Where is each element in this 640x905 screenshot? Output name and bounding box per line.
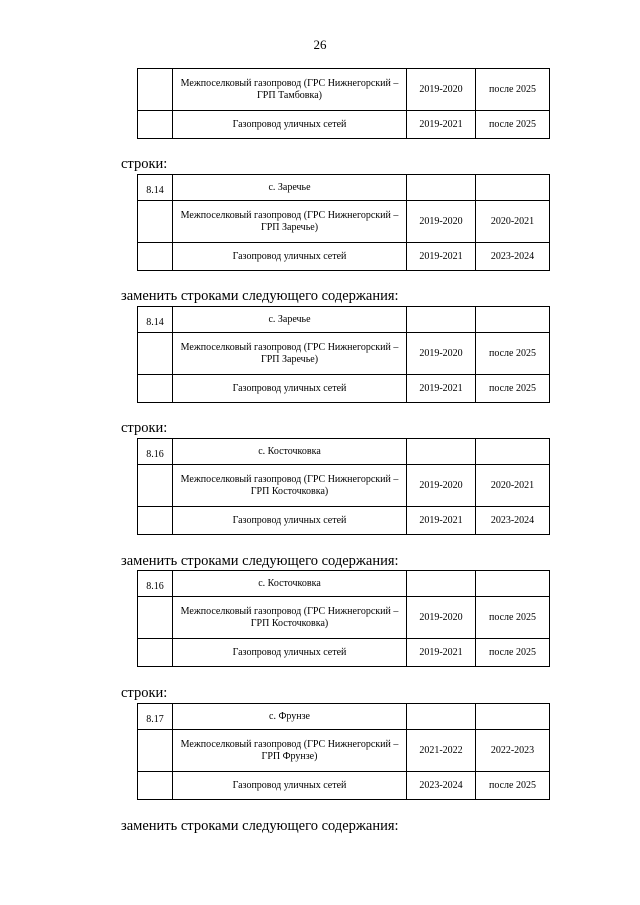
cell-name: с. Заречье [173, 175, 407, 201]
cell-period: 2019-2021 [407, 111, 476, 139]
page-number: 26 [313, 37, 327, 52]
cell-term: после 2025 [476, 772, 550, 800]
table-row [138, 111, 550, 139]
cell-term [476, 571, 550, 597]
table-row [138, 243, 550, 271]
cell-number [138, 333, 173, 375]
top-table [137, 68, 550, 139]
section-intro: заменить строками следующего содержания: [121, 553, 399, 569]
section-table [137, 570, 550, 667]
cell-term: после 2025 [476, 111, 550, 139]
cell-period [407, 704, 476, 730]
section-table [137, 438, 550, 535]
cell-number [138, 465, 173, 507]
cell-name: Газопровод уличных сетей [173, 375, 407, 403]
cell-number [138, 375, 173, 403]
cell-name: Газопровод уличных сетей [173, 507, 407, 535]
cell-term: после 2025 [476, 69, 550, 111]
cell-period [407, 307, 476, 333]
cell-period: 2019-2021 [407, 639, 476, 667]
table-row [138, 375, 550, 403]
cell-term [476, 175, 550, 201]
cell-period [407, 175, 476, 201]
table-row [138, 307, 550, 333]
cell-term: 2023-2024 [476, 507, 550, 535]
table-row [138, 175, 550, 201]
cell-number: 8.14 [138, 307, 173, 333]
cell-number: 8.16 [138, 439, 173, 465]
table-row [138, 571, 550, 597]
section-intro: заменить строками следующего содержания: [121, 288, 399, 304]
cell-number [138, 69, 173, 111]
cell-term [476, 704, 550, 730]
table-row [138, 730, 550, 772]
section-intro: строки: [121, 156, 168, 172]
table-row [138, 507, 550, 535]
cell-term: 2020-2021 [476, 465, 550, 507]
cell-number [138, 111, 173, 139]
section-intro: строки: [121, 420, 168, 436]
cell-term: после 2025 [476, 333, 550, 375]
cell-term: 2020-2021 [476, 201, 550, 243]
table-row [138, 639, 550, 667]
cell-number [138, 243, 173, 271]
section-intro: строки: [121, 685, 168, 701]
table-row [138, 439, 550, 465]
section-table [137, 174, 550, 271]
table-row [138, 465, 550, 507]
table-row [138, 597, 550, 639]
cell-number [138, 772, 173, 800]
cell-number [138, 597, 173, 639]
cell-period: 2019-2020 [407, 69, 476, 111]
cell-number: 8.17 [138, 704, 173, 730]
cell-term: после 2025 [476, 597, 550, 639]
cell-name: с. Косточковка [173, 439, 407, 465]
cell-period: 2021-2022 [407, 730, 476, 772]
cell-number: 8.16 [138, 571, 173, 597]
cell-name: Межпоселковый газопровод (ГРС Нижнегорский – ГРП Фрунзе) [173, 730, 407, 772]
cell-term: после 2025 [476, 375, 550, 403]
closing-text: заменить строками следующего содержания: [121, 818, 399, 834]
section-table [137, 703, 550, 800]
cell-term: после 2025 [476, 639, 550, 667]
cell-name: с. Фрунзе [173, 704, 407, 730]
table-row [138, 772, 550, 800]
cell-period: 2019-2021 [407, 507, 476, 535]
cell-period [407, 571, 476, 597]
cell-name: Межпоселковый газопровод (ГРС Нижнегорский – ГРП Заречье) [173, 201, 407, 243]
cell-name: Газопровод уличных сетей [173, 639, 407, 667]
cell-name: Межпоселковый газопровод (ГРС Нижнегорский – ГРП Косточковка) [173, 465, 407, 507]
cell-period: 2023-2024 [407, 772, 476, 800]
cell-name: Газопровод уличных сетей [173, 243, 407, 271]
cell-name: с. Косточковка [173, 571, 407, 597]
cell-number [138, 507, 173, 535]
cell-period: 2019-2021 [407, 243, 476, 271]
section-table [137, 306, 550, 403]
cell-period: 2019-2020 [407, 597, 476, 639]
table-row [138, 69, 550, 111]
cell-term [476, 439, 550, 465]
cell-period [407, 439, 476, 465]
cell-number: 8.14 [138, 175, 173, 201]
table-row [138, 201, 550, 243]
cell-period: 2019-2020 [407, 333, 476, 375]
table-row [138, 333, 550, 375]
table-row [138, 704, 550, 730]
cell-period: 2019-2021 [407, 375, 476, 403]
cell-period: 2019-2020 [407, 465, 476, 507]
cell-period: 2019-2020 [407, 201, 476, 243]
cell-number [138, 201, 173, 243]
cell-term: 2022-2023 [476, 730, 550, 772]
cell-name: Газопровод уличных сетей [173, 111, 407, 139]
cell-name: Межпоселковый газопровод (ГРС Нижнегорский – ГРП Тамбовка) [173, 69, 407, 111]
cell-name: с. Заречье [173, 307, 407, 333]
cell-number [138, 730, 173, 772]
cell-name: Межпоселковый газопровод (ГРС Нижнегорский – ГРП Косточковка) [173, 597, 407, 639]
cell-term: 2023-2024 [476, 243, 550, 271]
cell-term [476, 307, 550, 333]
cell-name: Межпоселковый газопровод (ГРС Нижнегорский – ГРП Заречье) [173, 333, 407, 375]
cell-name: Газопровод уличных сетей [173, 772, 407, 800]
cell-number [138, 639, 173, 667]
